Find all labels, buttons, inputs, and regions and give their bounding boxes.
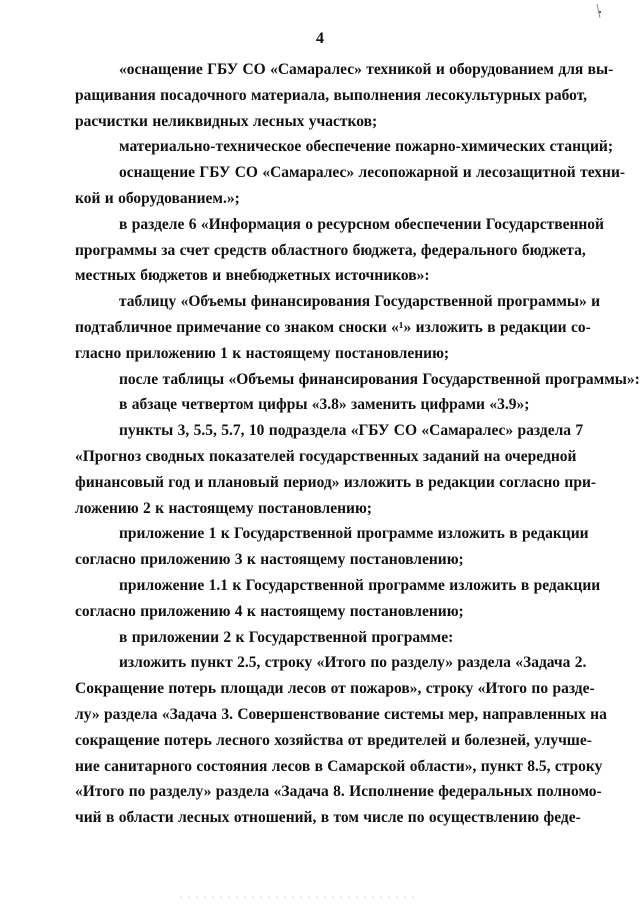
text-line: в абзаце четвертом цифры «3.8» заменить цифрами «3.9»; [119,396,530,414]
text-line: после таблицы «Объемы финансирования Государственной программы»: [119,370,640,388]
text-line: сокращение потерь лесного хозяйства от вредителей и болезней, улучше- [75,731,592,749]
text-line: приложение 1 к Государственной программе изложить в редакции [119,525,589,543]
text-line: оснащение ГБУ СО «Самаралес» лесопожарной и лесозащитной техни- [119,164,626,182]
text-line: таблицу «Объемы финансирования Государственной программы» и [119,293,601,311]
text-line: ращивания посадочного материала, выполнения лесокультурных работ, [75,86,588,104]
text-line: «оснащение ГБУ СО «Самаралес» техникой и оборудованием для вы- [119,61,614,78]
text-line: программы за счет средств областного бюджета, федерального бюджета, [75,241,586,259]
text-line: расчистки неликвидных лесных участков; [75,112,378,130]
text-line: финансовый год и плановый период» изложить в редакции согласно при- [75,473,597,491]
text-line: гласно приложению 1 к настоящему постановлению; [75,344,450,362]
text-line: чий в области лесных отношений, в том числе по осуществлению феде- [75,809,581,827]
text-line: подтабличное примечание со знаком сноски «¹» изложить в редакции со- [75,318,591,336]
text-line: ложению 2 к настоящему постановлению; [75,499,372,517]
document-body [75,57,640,831]
text-line: пункты 3, 5.5, 5.7, 10 подраздела «ГБУ СО «Самаралес» раздела 7 [119,422,584,440]
text-line: согласно приложению 3 к настоящему постановлению; [75,551,464,569]
text-line: «Итого по разделу» раздела «Задача 8. Исполнение федеральных полномо- [75,783,602,801]
text-line: «Прогноз сводных показателей государственных заданий на очередной [75,447,577,465]
text-line: кой и оборудованием.»; [75,189,240,207]
text-line: ние санитарного состояния лесов в Самарской области», пункт 8.5, строку [75,757,603,775]
text-line: материально-техническое обеспечение пожарно-химических станций; [119,138,613,156]
text-line: местных бюджетов и внебюджетных источников»: [75,267,430,285]
text-line: лу» раздела «Задача 3. Совершенствование системы мер, направленных на [75,705,607,723]
page-number: 4 [316,30,324,47]
text-line: в приложении 2 к Государственной программе: [119,628,454,646]
text-line: Сокращение потерь площади лесов от пожаров», строку «Итого по разде- [75,680,595,698]
text-line: изложить пункт 2.5, строку «Итого по разделу» раздела «Задача 2. [119,654,587,672]
text-line: приложение 1.1 к Государственной программе изложить в редакции [119,576,601,594]
text-line: в разделе 6 «Информация о ресурсном обеспечении Государственной [119,215,604,233]
text-line: согласно приложению 4 к настоящему постановлению; [75,602,464,620]
